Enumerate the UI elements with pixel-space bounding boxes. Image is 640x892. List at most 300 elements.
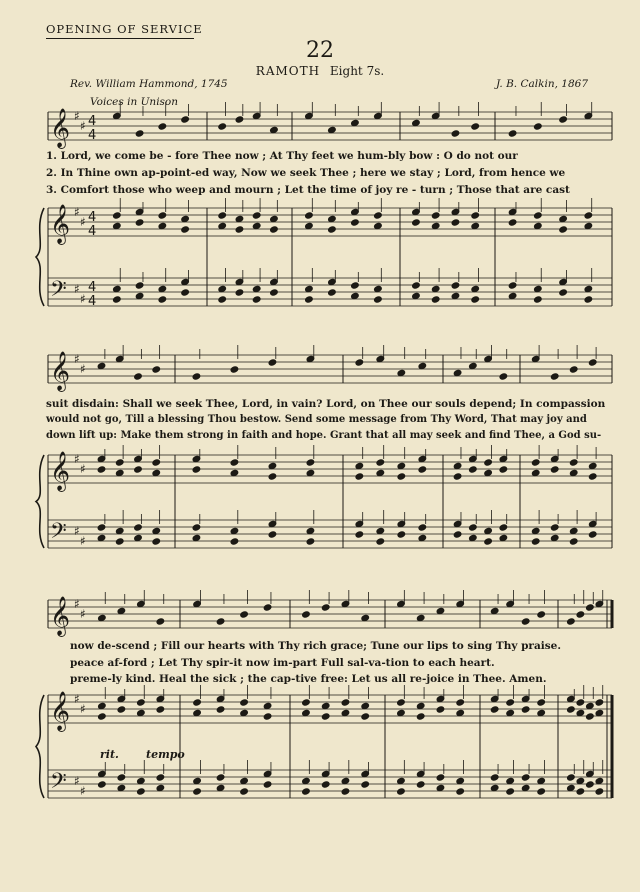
sharp-icon: ♯ [80, 119, 86, 133]
note-head [431, 212, 440, 219]
note-head [376, 538, 385, 545]
note-head [117, 784, 126, 791]
note-head [397, 777, 406, 784]
note-head [341, 699, 350, 706]
note-head [469, 466, 478, 473]
note-head [152, 459, 161, 466]
note-head [361, 781, 370, 788]
note-head [192, 373, 201, 380]
note-head [113, 212, 122, 219]
note-head [302, 788, 311, 795]
note-head [508, 130, 517, 137]
brace [36, 208, 44, 306]
note-head [469, 362, 478, 369]
note-head [328, 278, 337, 285]
note-head [418, 466, 427, 473]
note-head [534, 123, 543, 130]
note-head [397, 531, 406, 538]
time-signature: 4 [88, 210, 97, 225]
note-head [595, 600, 604, 607]
sharp-icon: ♯ [80, 215, 86, 229]
note-head [499, 455, 508, 462]
note-head [113, 222, 122, 229]
sharp-icon: ♯ [80, 534, 86, 548]
note-head [451, 130, 460, 137]
note-head [397, 788, 406, 795]
note-head [134, 373, 143, 380]
note-head [537, 709, 546, 716]
note-head [152, 527, 161, 534]
time-signature: 4 [88, 114, 97, 129]
note-head [263, 781, 272, 788]
note-head [451, 208, 460, 215]
note-head [374, 212, 383, 219]
note-head [531, 355, 540, 362]
note-head [135, 130, 144, 137]
note-head [263, 702, 272, 709]
note-head [135, 219, 144, 226]
note-head [355, 531, 364, 538]
note-head [588, 473, 597, 480]
note-head [328, 126, 337, 133]
note-head [216, 784, 225, 791]
note-head [436, 695, 445, 702]
note-head [588, 520, 597, 527]
note-head [235, 289, 244, 296]
note-head [397, 369, 406, 376]
note-head [158, 212, 167, 219]
note-head [302, 777, 311, 784]
note-head [117, 774, 126, 781]
note-head [374, 112, 383, 119]
note-head [192, 534, 201, 541]
rit-mark: rit. [100, 748, 119, 761]
note-head [569, 366, 578, 373]
note-head [137, 709, 146, 716]
tune-meter: Eight 7s. [329, 64, 385, 78]
note-head [397, 520, 406, 527]
note-head [302, 699, 311, 706]
note-head [584, 285, 593, 292]
note-head [412, 119, 421, 126]
note-head [559, 215, 568, 222]
note-head [218, 123, 227, 130]
note-head [550, 373, 559, 380]
lyric-line: preme-ly kind. Heal the sick ; the cap-tive free: Let us all re-joice in Thee. Amen. [70, 673, 547, 685]
note-head [193, 600, 202, 607]
note-head [117, 607, 126, 614]
section-header: OPENING OF SERVICE [46, 22, 203, 36]
lyric-line: suit disdain: Shall we seek Thee, Lord, in vain? Lord, on Thee our souls depend; In compassion [46, 398, 606, 410]
note-head [436, 607, 445, 614]
brace [36, 695, 44, 798]
note-head [268, 520, 277, 527]
bass-clef-icon: 𝄢 [50, 769, 67, 799]
note-head [595, 788, 604, 795]
note-head [115, 459, 124, 466]
note-head [416, 614, 425, 621]
treble-clef-icon: 𝄞 [50, 451, 71, 491]
sharp-icon: ♯ [80, 462, 86, 476]
note-head [586, 770, 595, 777]
note-head [302, 611, 311, 618]
note-head [586, 702, 595, 709]
note-head [374, 285, 383, 292]
note-head [469, 534, 478, 541]
note-head [156, 774, 165, 781]
note-head [499, 524, 508, 531]
note-head [416, 702, 425, 709]
note-head [490, 695, 499, 702]
note-head [436, 774, 445, 781]
note-head [302, 709, 311, 716]
note-head [586, 604, 595, 611]
note-head [456, 777, 465, 784]
sharp-icon: ♯ [80, 702, 86, 716]
note-head [341, 777, 350, 784]
note-head [235, 215, 244, 222]
note-head [569, 527, 578, 534]
time-signature: 4 [88, 128, 97, 143]
note-head [216, 774, 225, 781]
note-head [306, 527, 315, 534]
note-head [374, 222, 383, 229]
note-head [137, 699, 146, 706]
time-signature: 4 [88, 280, 97, 295]
note-head [453, 369, 462, 376]
note-head [586, 713, 595, 720]
note-head [351, 208, 360, 215]
note-head [181, 226, 190, 233]
note-head [98, 713, 107, 720]
note-head [328, 215, 337, 222]
note-head [351, 119, 360, 126]
lyric-line: down lift up: Make them strong in faith and hope. Grant that all may seek and find Thee, a God su- [46, 430, 602, 441]
note-head [218, 222, 227, 229]
note-head [355, 473, 364, 480]
note-head [559, 226, 568, 233]
note-head [341, 600, 350, 607]
note-head [355, 359, 364, 366]
note-head [431, 296, 440, 303]
bass-clef-icon: 𝄢 [50, 519, 67, 549]
note-head [569, 459, 578, 466]
note-head [471, 285, 480, 292]
note-head [306, 355, 315, 362]
note-head [499, 373, 508, 380]
note-head [456, 788, 465, 795]
note-head [305, 285, 314, 292]
note-head [252, 212, 261, 219]
note-head [506, 699, 515, 706]
sharp-icon: ♯ [74, 109, 80, 123]
note-head [181, 278, 190, 285]
note-head [328, 226, 337, 233]
note-head [230, 469, 239, 476]
note-head [355, 462, 364, 469]
note-head [584, 212, 593, 219]
lyric-line: peace af-ford ; Let Thy spir-it now im-part Full sal-va-tion to each heart. [70, 657, 495, 669]
treble-staff [48, 455, 612, 483]
note-head [306, 538, 315, 545]
note-head [252, 296, 261, 303]
note-head [216, 695, 225, 702]
note-head [351, 292, 360, 299]
note-head [521, 784, 530, 791]
note-head [328, 289, 337, 296]
note-head [576, 777, 585, 784]
note-head [559, 116, 568, 123]
note-head [158, 222, 167, 229]
note-head [584, 296, 593, 303]
note-head [152, 469, 161, 476]
note-head [588, 462, 597, 469]
note-head [595, 777, 604, 784]
note-head [235, 226, 244, 233]
note-head [361, 614, 370, 621]
sharp-icon: ♯ [80, 607, 86, 621]
note-head [521, 706, 530, 713]
bass-clef-icon: 𝄢 [50, 277, 67, 307]
note-head [270, 289, 279, 296]
note-head [534, 212, 543, 219]
note-head [559, 278, 568, 285]
note-head [412, 208, 421, 215]
note-head [453, 462, 462, 469]
note-head [240, 699, 249, 706]
note-head [158, 123, 167, 130]
composer-credit: J. B. Calkin, 1867 [496, 78, 588, 90]
note-head [98, 770, 107, 777]
bass-staff [48, 520, 612, 548]
note-head [235, 278, 244, 285]
sharp-icon: ♯ [74, 452, 80, 466]
note-head [115, 538, 124, 545]
note-head [567, 706, 576, 713]
note-head [471, 123, 480, 130]
note-head [98, 702, 107, 709]
lyric-line: 2. In Thine own ap-point-ed way, Now we seek Thee ; here we stay ; Lord, from hence we [46, 167, 566, 179]
note-head [181, 289, 190, 296]
hymn-number: 22 [306, 38, 334, 63]
note-head [508, 208, 517, 215]
sharp-icon: ♯ [74, 352, 80, 366]
note-head [341, 788, 350, 795]
note-head [235, 116, 244, 123]
tune-name: RAMOTH [255, 64, 321, 78]
note-head [490, 774, 499, 781]
note-head [412, 282, 421, 289]
note-head [537, 788, 546, 795]
note-head [521, 695, 530, 702]
note-head [270, 278, 279, 285]
note-head [550, 466, 559, 473]
note-head [115, 355, 124, 362]
note-head [193, 777, 202, 784]
note-head [469, 524, 478, 531]
author-credit: Rev. William Hammond, 1745 [70, 78, 228, 90]
note-head [181, 215, 190, 222]
note-head [418, 455, 427, 462]
note-head [192, 455, 201, 462]
note-head [569, 469, 578, 476]
note-head [97, 466, 106, 473]
note-head [230, 538, 239, 545]
note-head [534, 222, 543, 229]
note-head [418, 362, 427, 369]
note-head [550, 455, 559, 462]
note-head [134, 466, 143, 473]
note-head [156, 706, 165, 713]
note-head [576, 788, 585, 795]
note-head [216, 706, 225, 713]
note-head [156, 695, 165, 702]
note-head [192, 524, 201, 531]
note-head [499, 466, 508, 473]
note-head [521, 618, 530, 625]
note-head [506, 600, 515, 607]
note-head [451, 282, 460, 289]
note-head [230, 527, 239, 534]
note-head [416, 713, 425, 720]
note-head [576, 611, 585, 618]
note-head [456, 709, 465, 716]
note-head [351, 282, 360, 289]
note-head [521, 774, 530, 781]
note-head [218, 296, 227, 303]
note-head [431, 285, 440, 292]
note-head [376, 355, 385, 362]
note-head [436, 784, 445, 791]
note-head [586, 781, 595, 788]
note-head [397, 462, 406, 469]
note-head [508, 292, 517, 299]
note-head [152, 366, 161, 373]
note-head [567, 695, 576, 702]
note-head [397, 600, 406, 607]
note-head [135, 292, 144, 299]
note-head [490, 784, 499, 791]
note-head [306, 469, 315, 476]
melody-staff [48, 355, 612, 383]
note-head [135, 208, 144, 215]
note-head [158, 296, 167, 303]
performance-direction: Voices in Unison [90, 96, 179, 108]
note-head [376, 527, 385, 534]
note-head [550, 534, 559, 541]
note-head [584, 112, 593, 119]
note-head [263, 770, 272, 777]
note-head [534, 285, 543, 292]
note-head [376, 469, 385, 476]
note-head [567, 784, 576, 791]
lyric-line: now de-scend ; Fill our hearts with Thy rich grace; Tune our lips to sing Thy praise. [70, 640, 562, 652]
note-head [113, 112, 122, 119]
note-head [135, 282, 144, 289]
sharp-icon: ♯ [74, 205, 80, 219]
note-head [97, 455, 106, 462]
note-head [453, 531, 462, 538]
sharp-icon: ♯ [80, 784, 86, 798]
note-head [193, 699, 202, 706]
note-head [216, 618, 225, 625]
treble-clef-icon: 𝄞 [50, 691, 71, 731]
note-head [453, 520, 462, 527]
note-head [252, 285, 261, 292]
note-head [98, 781, 107, 788]
note-head [113, 296, 122, 303]
note-head [115, 527, 124, 534]
note-head [218, 285, 227, 292]
note-head [306, 459, 315, 466]
treble-clef-icon: 𝄞 [50, 204, 71, 244]
note-head [192, 466, 201, 473]
note-head [595, 709, 604, 716]
note-head [412, 292, 421, 299]
note-head [134, 534, 143, 541]
sharp-icon: ♯ [74, 282, 80, 296]
note-head [374, 296, 383, 303]
note-head [341, 709, 350, 716]
note-head [550, 524, 559, 531]
note-head [469, 455, 478, 462]
note-head [484, 355, 493, 362]
note-head [270, 215, 279, 222]
note-head [588, 359, 597, 366]
note-head [490, 607, 499, 614]
note-head [499, 534, 508, 541]
note-head [240, 709, 249, 716]
note-head [531, 538, 540, 545]
note-head [576, 699, 585, 706]
note-head [218, 212, 227, 219]
note-head [156, 618, 165, 625]
note-head [361, 713, 370, 720]
note-head [137, 600, 146, 607]
treble-clef-icon: 𝄞 [50, 108, 71, 148]
note-head [270, 226, 279, 233]
sharp-icon: ♯ [80, 292, 86, 306]
sharp-icon: ♯ [74, 524, 80, 538]
note-head [98, 614, 107, 621]
note-head [397, 473, 406, 480]
note-head [484, 538, 493, 545]
note-head [508, 282, 517, 289]
note-head [537, 777, 546, 784]
note-head [355, 520, 364, 527]
note-head [436, 706, 445, 713]
note-head [584, 222, 593, 229]
note-head [305, 112, 314, 119]
note-head [193, 709, 202, 716]
note-head [321, 713, 330, 720]
note-head [484, 527, 493, 534]
note-head [252, 222, 261, 229]
lyric-line: would not go, Till a blessing Thou bestow. Send some message from Thy Word, That may joy and [46, 414, 587, 425]
tempo-mark: tempo [146, 748, 185, 761]
note-head [263, 713, 272, 720]
note-head [537, 611, 546, 618]
note-head [361, 770, 370, 777]
note-head [305, 212, 314, 219]
note-head [117, 706, 126, 713]
note-head [97, 362, 106, 369]
note-head [576, 709, 585, 716]
note-head [305, 222, 314, 229]
sharp-icon: ♯ [80, 362, 86, 376]
note-head [456, 699, 465, 706]
lyric-line: 3. Comfort those who weep and mourn ; Let the time of joy re - turn ; Those that are cast [46, 184, 570, 196]
